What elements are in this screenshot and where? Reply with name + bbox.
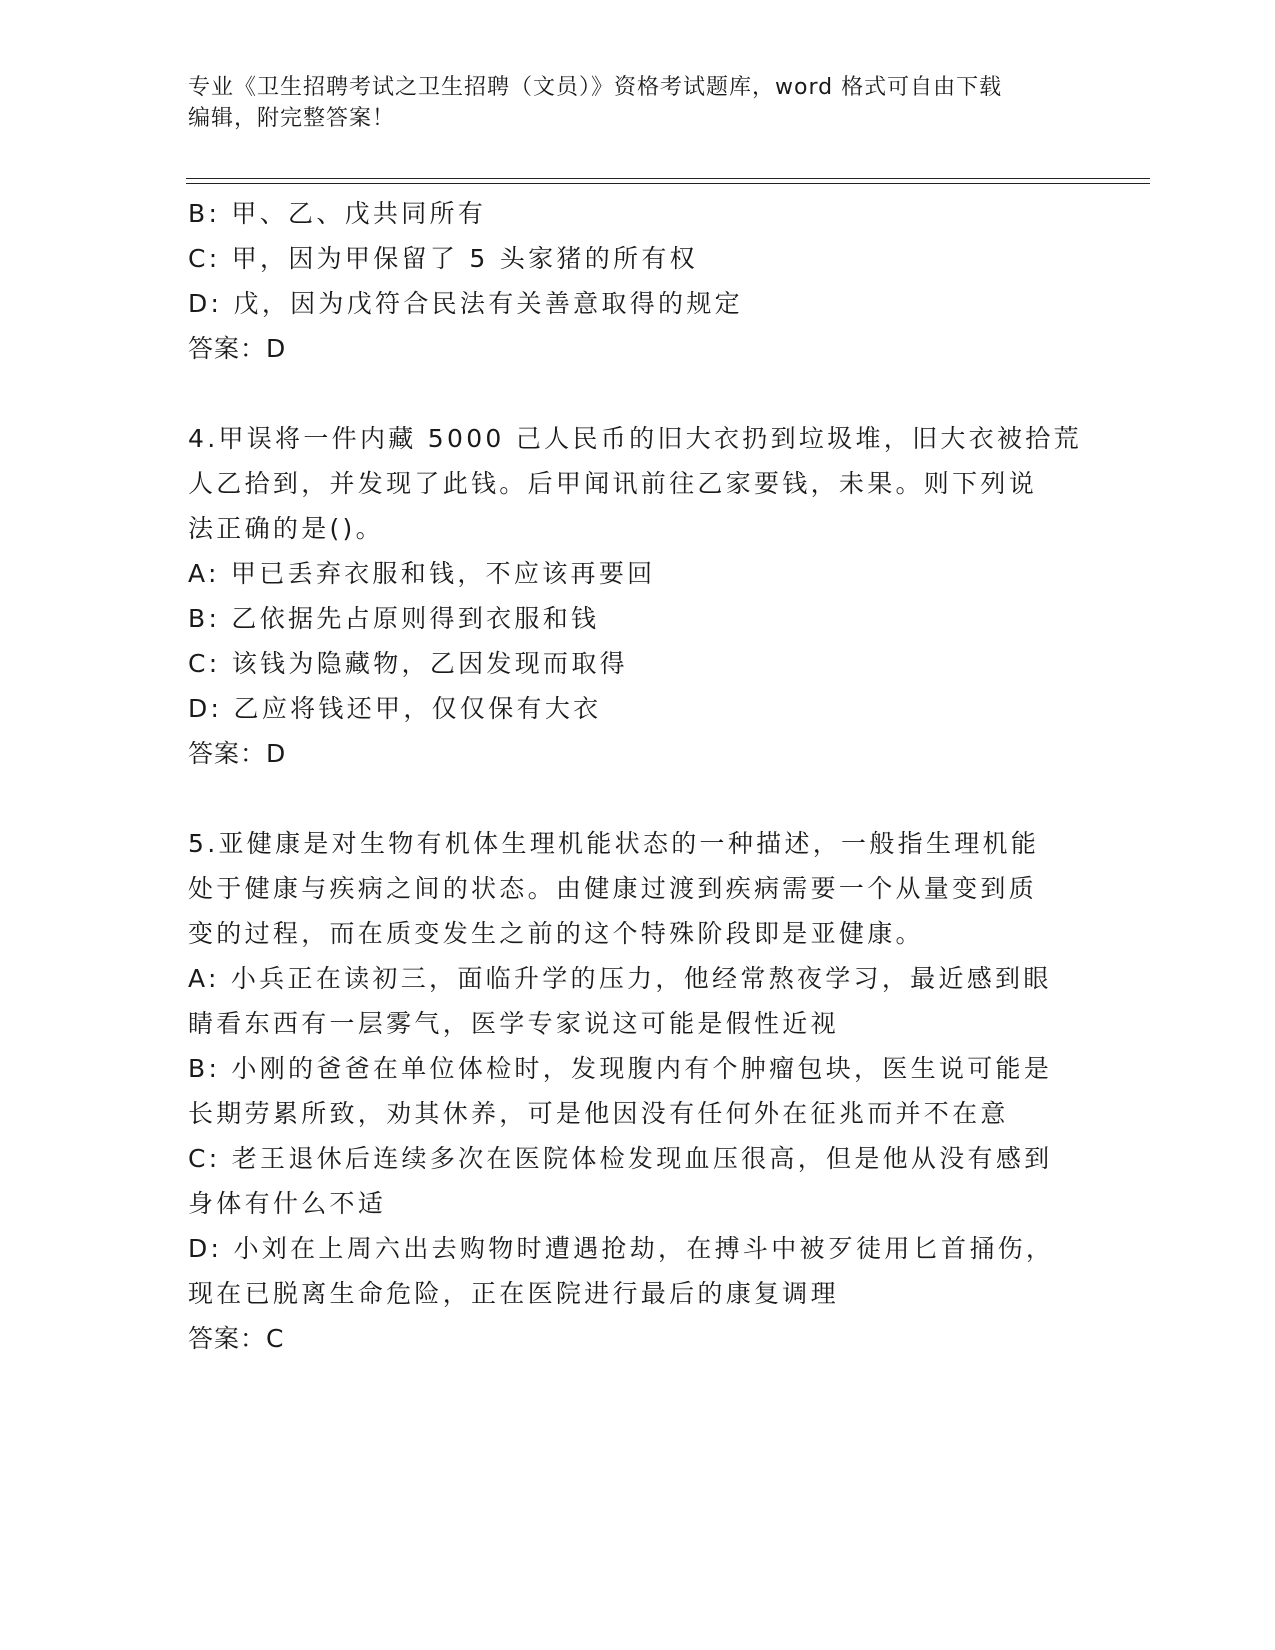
- spacer: [188, 776, 1088, 821]
- q4-stem-line-1: 4.甲误将一件内藏 5000 己人民币的旧大衣扔到垃圾堆，旧大衣被拾荒: [188, 424, 1082, 453]
- q5-stem-line-2: 处于健康与疾病之间的状态。由健康过渡到疾病需要一个从量变到质: [188, 874, 1038, 903]
- q5-option-d-line-2: 现在已脱离生命危险，正在医院进行最后的康复调理: [188, 1279, 839, 1308]
- q5-option-b-line-1: B: 小刚的爸爸在单位体检时，发现腹内有个肿瘤包块，医生说可能是: [188, 1054, 1053, 1083]
- q4-option-b: B: 乙依据先占原则得到衣服和钱: [188, 604, 600, 633]
- q5-stem-line-3: 变的过程，而在质变发生之前的这个特殊阶段即是亚健康。: [188, 919, 924, 948]
- q5-option-b-line-2: 长期劳累所致，劝其休养，可是他因没有任何外在征兆而并不在意: [188, 1099, 1009, 1128]
- header-divider-top: [186, 178, 1150, 179]
- question-content: [188, 191, 1088, 1361]
- header-line-1: 专业《卫生招聘考试之卫生招聘（文员）》资格考试题库，word 格式可自由下载: [188, 75, 1003, 100]
- q4-stem-line-2: 人乙拾到，并发现了此钱。后甲闻讯前往乙家要钱，未果。则下列说: [188, 469, 1038, 498]
- q5-answer: 答案：C: [188, 1324, 285, 1353]
- q5-option-c-line-1: C: 老王退休后连续多次在医院体检发现血压很高，但是他从没有感到: [188, 1144, 1053, 1173]
- q4-answer: 答案：D: [188, 739, 287, 768]
- q5-option-a-line-2: 睛看东西有一层雾气，医学专家说这可能是假性近视: [188, 1009, 839, 1038]
- q4-option-a: A: 甲已丢弃衣服和钱，不应该再要回: [188, 559, 656, 588]
- q3-option-b: B: 甲、乙、戊共同所有: [188, 199, 487, 228]
- q5-stem-line-1: 5.亚健康是对生物有机体生理机能状态的一种描述，一般指生理机能: [188, 829, 1040, 858]
- question-3: [188, 191, 1088, 371]
- document-header: [188, 72, 1088, 134]
- q3-answer: 答案：D: [188, 334, 287, 363]
- question-4: [188, 416, 1088, 776]
- q4-option-c: C: 该钱为隐藏物，乙因发现而取得: [188, 649, 628, 678]
- header-divider-bottom: [186, 183, 1150, 184]
- q4-option-d: D: 乙应将钱还甲，仅仅保有大衣: [188, 694, 602, 723]
- q5-option-a-line-1: A: 小兵正在读初三，面临升学的压力，他经常熬夜学习，最近感到眼: [188, 964, 1052, 993]
- q5-option-c-line-2: 身体有什么不适: [188, 1189, 387, 1218]
- spacer: [188, 371, 1088, 416]
- q3-option-c: C: 甲，因为甲保留了 5 头家猪的所有权: [188, 244, 698, 273]
- header-line-2: 编辑，附完整答案！: [188, 106, 396, 131]
- q5-option-d-line-1: D: 小刘在上周六出去购物时遭遇抢劫，在搏斗中被歹徒用匕首捅伤，: [188, 1234, 1055, 1263]
- question-5: [188, 821, 1088, 1361]
- q3-option-d: D: 戊，因为戊符合民法有关善意取得的规定: [188, 289, 743, 318]
- q4-stem-line-3: 法正确的是()。: [188, 514, 384, 543]
